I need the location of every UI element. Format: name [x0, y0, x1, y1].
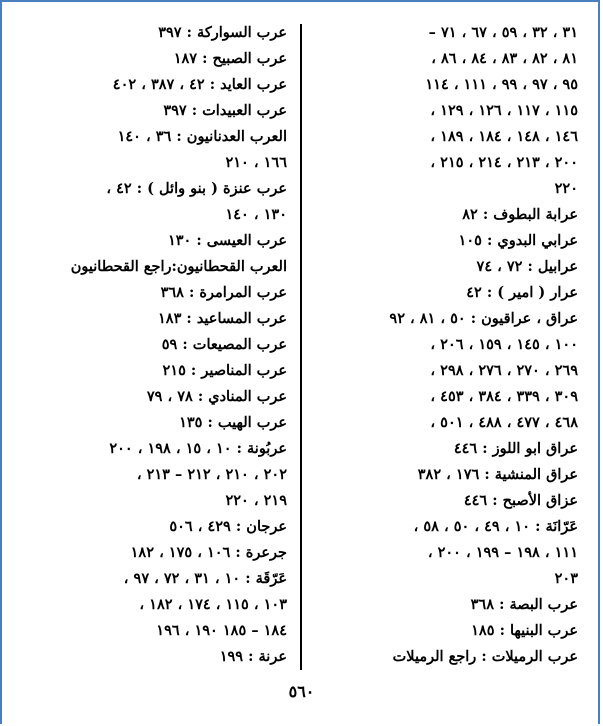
- index-entry: عراق المنشية : ١٧٦ ، ٣٨٢: [417, 466, 578, 483]
- index-entry: العرب القحطانيون:راجع القحطانيون: [70, 258, 287, 275]
- page-number: ٥٦٠: [288, 682, 315, 701]
- index-entry: عرب العيسى : ١٣٠: [167, 232, 287, 249]
- index-entry: عراق ابو اللوز : ٤٤٦: [453, 440, 578, 457]
- index-entry: عرار ( امير ) : ٤٢: [466, 284, 578, 301]
- index-entry: عرب المساعيد : ١٨٣: [158, 310, 287, 327]
- index-entry: ٢٠٣: [554, 570, 578, 587]
- index-entry: ٢١٩ ، ٢٢٠: [225, 492, 287, 509]
- index-entry: ٣٠٩ ، ٣٣٩ ، ٣٨٤ ، ٤٥٣ ،: [430, 388, 578, 405]
- index-entry: عرب المنادي : ٧٨ ، ٧٩: [146, 388, 287, 405]
- index-entry: ٣١ ، ٣٢ ، ٥٩ ، ٦٧ ، ٧١ –: [428, 24, 578, 41]
- index-entry: جرعرة : ١٠٦ ، ١٧٥ ، ١٨٢: [130, 544, 287, 561]
- index-entry: ١٦٦ ، ٢١٠: [225, 154, 287, 171]
- index-entry: ١١٥ ، ١١٧ ، ١٢٦ ، ١٢٩ ،: [430, 102, 578, 119]
- index-entry: عَرّقَة : ١٠ ، ٣١ ، ٧٢ ، ٩٧ ،: [123, 570, 287, 587]
- index-entry: ٢٠٢ ، ٢١٠ ، ٢١٢ – ٢١٣ ،: [136, 466, 287, 483]
- index-page: [22, 20, 578, 670]
- index-entry: ٩٥ ، ٩٧ ، ٩٩ ، ١١١ ، ١١٤: [425, 76, 578, 93]
- index-entry: ١٠٣ ، ١١٥ ، ١٧٤ ، ١٨٢ ،: [139, 596, 287, 613]
- index-entry: عرب الصبيح : ١٨٧: [173, 50, 287, 67]
- column-divider: [300, 24, 302, 670]
- index-entry: عرب السواركة : ٣٩٧: [158, 24, 287, 41]
- index-entry: عرجان : ٤٢٩ ، ٥٠٦: [169, 518, 287, 535]
- index-entry: عَرّانَة : ١٠ ، ٤٩ ، ٥٠ ، ٥٨ ،: [413, 518, 578, 535]
- index-entry: عرب البنيها : ١٨٥: [471, 622, 578, 639]
- right-column: [313, 20, 578, 670]
- index-entry: عرب البصة : ٣٦٨: [470, 596, 578, 613]
- index-entry: ٨١ ، ٨٢ ، ٨٣ ، ٨٤ ، ٨٦ ،: [431, 50, 578, 67]
- index-entry: ١٨٤ – ١٨٥ ١٩٠ ، ١٩٦: [156, 622, 287, 639]
- index-entry: العرب العدنانيون : ٣٦ ، ١٤٠: [117, 128, 287, 145]
- index-entry: عرب عنزة ( بنو وائل ) : ٤٢ ،: [106, 180, 287, 197]
- index-entry: ١٣٠ ، ١٤٠: [225, 206, 287, 223]
- index-entry: ٢٠٠ ، ٢١٣ ، ٢١٤ ، ٢١٥ ،: [430, 154, 578, 171]
- index-entry: عرب المرامرة : ٣٦٨: [160, 284, 287, 301]
- index-entry: عرب الهيب : ١٣٥: [179, 414, 287, 431]
- index-entry: عرب الرميلات : راجع الرميلات: [392, 648, 578, 665]
- index-entry: ٤٦٨ ، ٤٧٧ ، ٤٨٨ ، ٥٠١ ،: [430, 414, 578, 431]
- index-entry: عربُونة : ١٠ ، ١٥ ، ١٩٨ ، ٢٠٠: [109, 440, 287, 457]
- index-entry: ٢٦٩ ، ٢٧٠ ، ٢٧٦ ، ٢٩٨ ،: [430, 362, 578, 379]
- index-entry: عرب المناصير : ٢١٥: [162, 362, 287, 379]
- index-entry: عرب المصيعات : ٥٩: [161, 336, 287, 353]
- index-entry: عراق ، عراقيون : ٥٠ ، ٨١ ، ٩٢: [389, 310, 578, 327]
- index-entry: عزاق الأصبح : ٤٤٦: [463, 492, 578, 509]
- left-column: [22, 20, 287, 670]
- index-entry: عرنة : ١٩٩: [219, 648, 287, 665]
- index-entry: عرابيل : ٧٢ ، ٧٤: [476, 258, 578, 275]
- index-entry: ١٠٠ ، ١٤٥ ، ١٥٩ ، ٢٠٦ ،: [430, 336, 578, 353]
- index-entry: ١٤٦ ، ١٤٨ ، ١٨٤ ، ١٨٩ ،: [430, 128, 578, 145]
- index-entry: عرابي البدوي : ١٠٥: [458, 232, 578, 249]
- index-entry: عرب العايد : ٤٢ ، ٣٨٧ ، ٤٠٢: [112, 76, 287, 93]
- index-entry: عرابة البطوف : ٨٢: [462, 206, 578, 223]
- index-entry: ٢٢٠: [554, 180, 578, 197]
- index-entry: عرب العبيدات : ٣٩٧: [163, 102, 287, 119]
- index-entry: ١١١ ، ١٩٨ – ١٩٩ ، ٢٠٠ ،: [427, 544, 578, 561]
